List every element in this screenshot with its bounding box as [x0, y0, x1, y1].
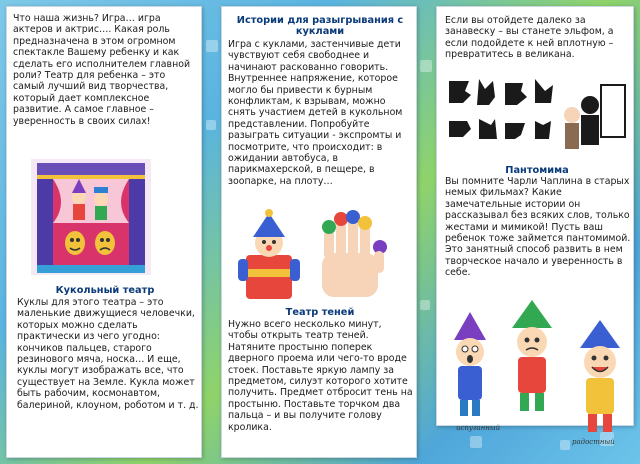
shadow-theatre-heading: Театр теней — [285, 307, 355, 318]
decor-square — [206, 120, 216, 130]
caption-happy: радостный — [572, 438, 615, 446]
left-panel — [6, 6, 202, 458]
caption-scared: испуганный — [456, 424, 501, 432]
finger-puppets-illustration — [226, 207, 414, 305]
decor-square — [206, 40, 218, 52]
shadow-theatre-text: Нужно всего несколько минут, чтобы открыть театр теней. Натяните простыню поперек дверного проема или чего-то вроде стоек. Поставьте яркую лампу за предметом, силуэт которого хотите получить. Предмет отбросит тень на простыню. Поставьте торчком два пальца – и вы получите голову кролика. — [228, 319, 413, 433]
pantomime-text: Вы помните Чарли Чаплина в старых немых фильмах? Какие замечательные истории он рассказывал без всяких слов, только жестами и мимикой! Пусть ваш ребенок тоже займется пантомимой. Это занятный способ развить в нем творческое начало и уверенность в себе. — [445, 176, 631, 279]
shadow-hands-illustration — [443, 75, 629, 159]
stories-heading: Истории для разыгрывания с куклами — [236, 15, 404, 37]
right-intro-text: Если вы отойдете далеко за занавеску – вы станете эльфом, а если подойдете к ней вплотную – превратитесь в великана. — [445, 15, 614, 61]
puppet-theatre-text: Куклы для этого театра – это маленькие движущиеся человечки, которых можно сделать практически из чего угодно: кончиков пальцев, старого резинового мяча, носка… И еще, куклы могут изображать все, что существует на Земле. Кукла может быть рабочим, космонавтом, балериной, клоуном, роботом и т. д. — [17, 297, 199, 411]
decor-square — [420, 60, 432, 72]
decor-square — [420, 300, 430, 310]
gnome-emotions-illustration — [442, 300, 638, 460]
puppet-theatre-illustration — [29, 157, 153, 277]
middle-panel — [221, 6, 417, 458]
puppet-theatre-heading: Кукольный театр — [55, 285, 155, 296]
left-intro-text: Что наша жизнь? Игра… игра актеров и актрис…. Какая роль предназначена в этом огромном спектакле Вашему ребенку и как сделать его исполнителем главной роли? Театр для ребенка – это самый лучший вид творчества, который дает комплексное развитие. А самое главное – уверенность в своих силах! — [13, 13, 191, 127]
pantomime-heading: Пантомима — [505, 165, 569, 176]
stories-text: Игра с куклами, застенчивые дети чувствуют себя свободнее и начинают раскованно говорить. Внутреннее напряжение, которое могло бы привести к бурным конфликтам, к взрывам, можно снять участием детей в кукольном представлении. Попробуйте разыграть ситуации - экспромты и посмотрите, что происходит: в ожидании автобуса, в парикмахерской, в пещере, в зоопарке, на плоту… — [228, 39, 403, 187]
